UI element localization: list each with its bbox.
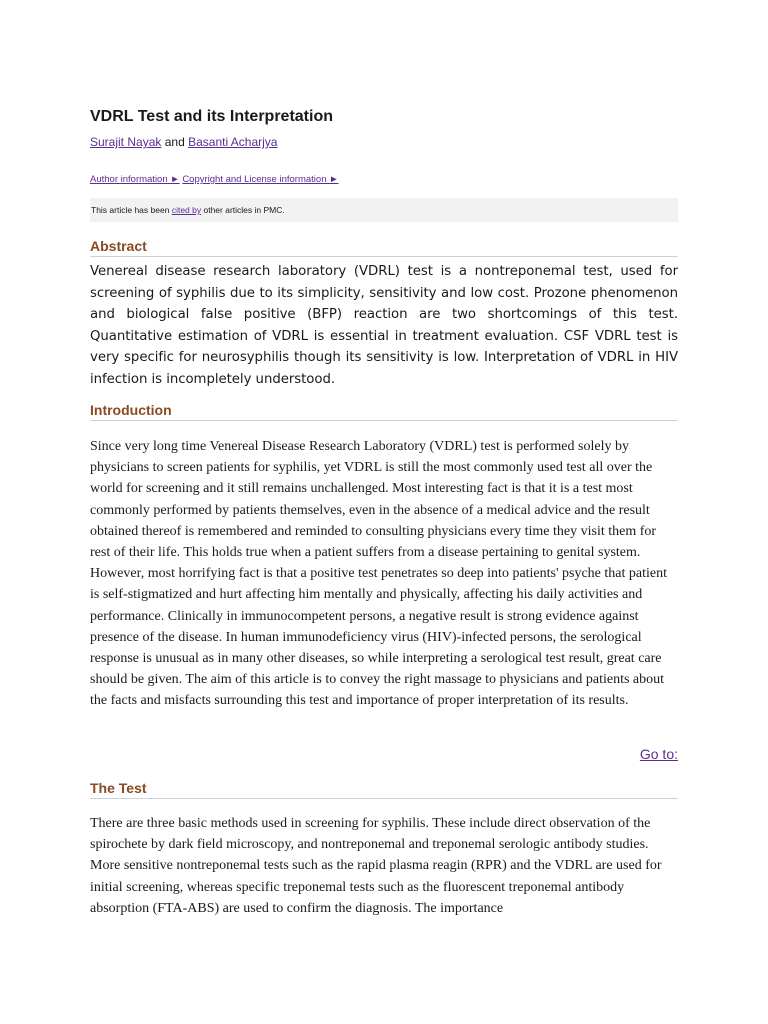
the-test-heading: The Test — [90, 780, 678, 799]
author-line — [90, 135, 277, 149]
cited-by-box — [90, 198, 678, 222]
introduction-heading: Introduction — [90, 402, 678, 421]
author-link-acharjya[interactable]: Basanti Acharjya — [188, 135, 278, 149]
info-links — [90, 174, 339, 185]
cited-prefix: This article has been — [91, 205, 170, 215]
cited-suffix: other articles in PMC. — [203, 205, 285, 215]
the-test-text: There are three basic methods used in screening for syphilis. These include direct observation of the spirochete by dark field microscopy, and nontreponemal and treponemal serologic antibody studies. More sensitive nontreponemal tests such as the rapid plasma reagin (RPR) and the VDRL are used for initial screening, whereas specific treponemal tests such as the fluorescent treponemal antibody absorption (FTA-ABS) are used to confirm the diagnosis. The importance — [90, 816, 662, 916]
abstract-text: Venereal disease research laboratory (VDRL) test is a nontreponemal test, used for screening of syphilis due to its simplicity, sensitivity and low cost. Prozone phenomenon and biological false positive (BFP) reaction are two shortcomings of this test. Quantitative estimation of VDRL is essential in treatment evaluation. CSF VDRL test is very specific for neurosyphilis though its sensitivity is low. Interpretation of VDRL in HIV infection is incompletely understood. — [90, 264, 678, 387]
article-title: VDRL Test and its Interpretation — [90, 108, 333, 125]
goto-link[interactable]: Go to: — [639, 746, 678, 762]
author-link-nayak[interactable]: Surajit Nayak — [90, 135, 162, 149]
abstract-heading: Abstract — [90, 238, 678, 257]
author-information-link[interactable]: Author information ► — [90, 174, 180, 185]
introduction-text: Since very long time Venereal Disease Research Laboratory (VDRL) test is performed solely by physicians to screen patients for syphilis, yet VDRL is still the most commonly used test all over the world for screening and it still remains unchallenged. Most interesting fact is that it is a test most commonly performed by patients themselves, even in the absence of a medical advice and the result obtained thereof is remembered and reminded to consulting physicians every time they visit them for rest of their life. This holds true when a patient suffers from a disease pertaining to genital system. However, most horrifying fact is that a positive test penetrates so deep into patients' psyche that patient is self-stigmatized and hurt affecting him mentally and physically, affecting his daily activities and performance. Clinically in immunocompetent persons, a negative result is strong evidence against presence of the disease. In human immunodeficiency virus (HIV)-infected persons, the serological response is unusual as in many other diseases, so while interpreting a serological test result, great care should be given. The aim of this article is to convey the right massage to physicians and patients about the facts and misfacts surrounding this test and importance of proper interpretation of its results. — [90, 439, 667, 709]
copyright-license-link[interactable]: Copyright and License information ► — [182, 174, 339, 185]
cited-by-link[interactable]: cited by — [171, 205, 202, 215]
author-separator: and — [164, 135, 185, 149]
